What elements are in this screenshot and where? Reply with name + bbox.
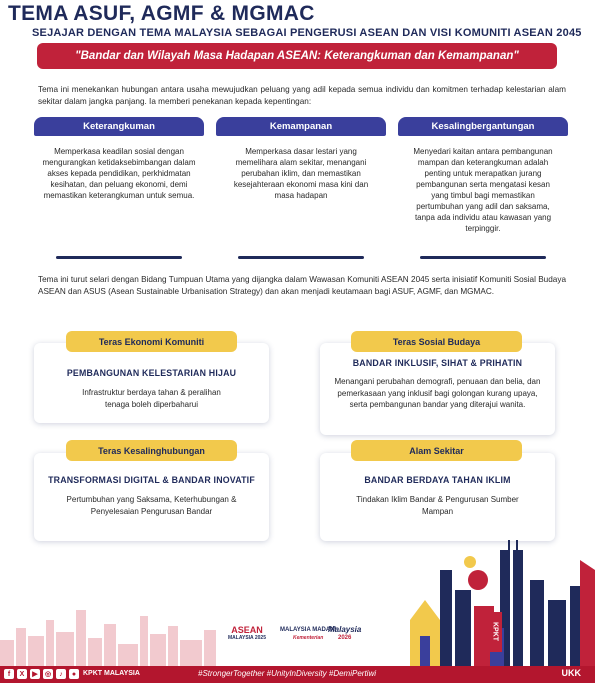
tag-sosial-budaya: Teras Sosial Budaya [351, 331, 522, 352]
pillar-text: Memperkasa dasar lestari yang memelihara alam sekitar, menangani perubahan iklim, dan memastikan kesejahteraan ekonomi masa kini dan masa hadapan [233, 147, 369, 200]
tag-alam-sekitar: Alam Sekitar [351, 440, 522, 461]
card-text: Menangani perubahan demografi, penuaan dan belia, dan pemerkasaan yang inklusif bagi golongan kurang upaya, serta pembangunan bandar yang diterajui wanita. [334, 377, 541, 409]
pillar-text: Menyedari kaitan antara pembangunan mampan dan keterangkuman adalah penting untuk merapatkan jurang pembangunan serta mengatasi kesan yang timbul bagi memastikan pertumbuhan yang adil dan saksama, tanpa ada individu atau kawasan yang terpinggir. [413, 147, 553, 233]
footer-handle: KPKT MALAYSIA [83, 670, 140, 677]
pillar-title: Keterangkuman [34, 117, 204, 136]
visit-malaysia-logo-text: Malaysia [328, 625, 362, 634]
pillar-text: Memperkasa keadilan sosial dengan mengurangkan ketidaksebimbangan dalam akses kepada pendidikan, perkhidmatan kesihatan, dan peluang ekonomi, demi memastikan keterangkuman untuk semua. [42, 147, 196, 200]
visit-malaysia-logo-subtext: 2026 [338, 635, 352, 641]
visit-malaysia-logo [328, 626, 361, 642]
x-icon[interactable]: X [17, 669, 27, 679]
pillar-keterangkuman [34, 117, 204, 201]
card-text: Infrastruktur berdaya tahan & peralihan tenaga boleh diperbaharui [82, 388, 221, 409]
pillar-divider [420, 256, 546, 259]
pillar-kesalingbergantungan [398, 117, 568, 234]
card-title: TRANSFORMASI DIGITAL & BANDAR INOVATIF [48, 475, 255, 485]
alignment-paragraph: Tema ini turut selari dengan Bidang Tumpuan Utama yang dijangka dalam Wawasan Komuniti ASEAN 2045 serta inisiatif Komuniti Sosial Budaya ASEAN dan ASUS (Asean Sustainable Urbanisation Strategy) dan akan menjadi keutamaan bagi ASUF, AGMF, dan MGMAC. [38, 275, 566, 296]
theme-banner [37, 43, 557, 69]
kpkt-vertical-logo: KPKT [488, 612, 502, 652]
card-text: Tindakan Iklim Bandar & Pengurusan Sumber Mampan [356, 495, 519, 516]
instagram-icon[interactable]: ◎ [44, 671, 52, 678]
card-title: BANDAR INKLUSIF, SIHAT & PRIHATIN [352, 358, 523, 368]
city-skyline-illustration [0, 540, 595, 666]
card-sosial-budaya [320, 343, 555, 435]
card-text: Pertumbuhan yang Saksama, Keterhubungan & Penyelesaian Pengurusan Bandar [66, 495, 237, 516]
intro-paragraph: Tema ini menekankan hubungan antara usaha mewujudkan peluang yang adil kepada semua individu dan komitmen terhadap kelestarian alam sekitar dalam jangka panjang. Ia memberi penekanan kepada kepentingan: [38, 85, 566, 106]
pillar-divider [56, 256, 182, 259]
tiktok-icon[interactable]: ♪ [56, 669, 66, 679]
madani-logo-subtext: Kementerian [292, 635, 324, 641]
social-icons [4, 669, 79, 679]
pillar-divider [238, 256, 364, 259]
tag-kesalinghubungan: Teras Kesalinghubungan [66, 440, 237, 461]
pillar-title: Kesalingbergantungan [398, 117, 568, 136]
pillar-kemampanan [216, 117, 386, 201]
footer-bar [0, 666, 595, 683]
footer-hashtags: #StrongerTogether #UnityInDiversity #DemiPertiwi [198, 669, 376, 678]
asean-logo-subtext: MALAYSIA 2025 [228, 635, 266, 641]
pillar-title: Kemampanan [216, 117, 386, 136]
youtube-icon[interactable]: ▶ [30, 669, 40, 679]
facebook-icon[interactable]: f [4, 669, 14, 679]
asean-logo [228, 626, 266, 642]
card-alam-sekitar [320, 453, 555, 541]
ukk-logo: UKK [561, 668, 581, 678]
page-subtitle: SEJAJAR DENGAN TEMA MALAYSIA SEBAGAI PENGERUSI ASEAN DAN VISI KOMUNITI ASEAN 2045 [32, 27, 582, 39]
page-title: TEMA ASUF, AGMF & MGMAC [8, 2, 315, 25]
card-title: PEMBANGUNAN KELESTARIAN HIJAU [66, 368, 237, 378]
tag-ekonomi-komuniti: Teras Ekonomi Komuniti [66, 331, 237, 352]
card-title: BANDAR BERDAYA TAHAN IKLIM [364, 475, 511, 485]
asean-logo-text: ASEAN [231, 625, 263, 635]
web-icon[interactable]: ● [69, 669, 79, 679]
theme-banner-text: "Bandar dan Wilayah Masa Hadapan ASEAN: Keterangkuman dan Kemampanan" [75, 50, 519, 62]
card-ekonomi-komuniti [34, 343, 269, 423]
card-kesalinghubungan [34, 453, 269, 541]
madani-logo-text: MALAYSIA MADANI [280, 627, 337, 633]
